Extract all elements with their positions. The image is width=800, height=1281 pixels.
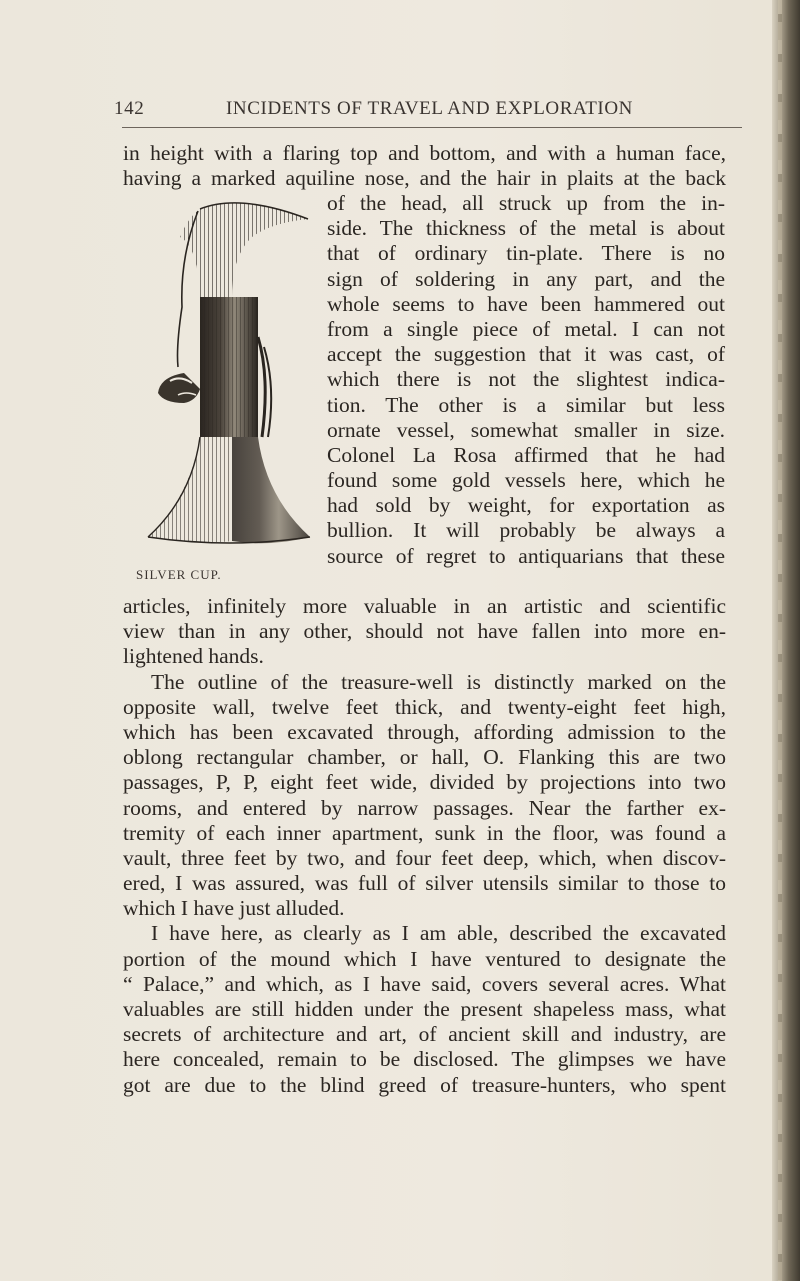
text-line: got are due to the blind greed of treasure-hunters, who spent xyxy=(123,1072,726,1097)
text-line: which there is not the slightest indica- xyxy=(327,367,725,392)
text-line: accept the suggestion that it was cast, of xyxy=(327,342,725,367)
text-line: oblong rectangular chamber, or hall, O. Flanking this are two xyxy=(123,745,726,770)
running-head xyxy=(114,98,744,122)
text-line: passages, P, P, eight feet wide, divided by projections into two xyxy=(123,770,726,795)
silver-cup-figure xyxy=(140,197,316,559)
text-line: rooms, and entered by narrow passages. Near the farther ex- xyxy=(123,795,726,820)
text-line: of the head, all struck up from the in- xyxy=(327,191,725,215)
text-line: side. The thickness of the metal is about xyxy=(327,216,725,241)
text-line: found some gold vessels here, which he xyxy=(327,468,725,493)
text-line: from a single piece of metal. I can not xyxy=(327,316,725,341)
top-paragraph-lines xyxy=(123,141,726,191)
text-line: tion. The other is a similar but less xyxy=(327,392,725,417)
text-line: secrets of architecture and art, of ancient skill and industry, are xyxy=(123,1022,726,1047)
running-head-title: INCIDENTS OF TRAVEL AND EXPLORATION xyxy=(226,98,633,119)
text-line: opposite wall, twelve feet thick, and twenty-eight feet high, xyxy=(123,694,726,719)
header-rule xyxy=(122,127,742,128)
text-line: had sold by weight, for exportation as xyxy=(327,493,725,518)
page-number: 142 xyxy=(114,98,145,119)
silver-cup-engraving-icon xyxy=(140,197,316,559)
text-line: lightened hands. xyxy=(123,644,264,669)
text-line: portion of the mound which I have ventured to designate the xyxy=(123,946,726,971)
text-line: which has been excavated through, affording admission to the xyxy=(123,719,726,744)
page-edge-shadow xyxy=(772,0,800,1281)
body-paragraph-lines xyxy=(123,594,726,1098)
text-line: valuables are still hidden under the present shapeless mass, what xyxy=(123,997,726,1021)
text-line: I have here, as clearly as I am able, described the excavated xyxy=(151,921,726,946)
text-line: having a marked aquiline nose, and the hair in plaits at the back xyxy=(123,166,726,191)
text-line: The outline of the treasure-well is distinctly marked on the xyxy=(151,669,726,694)
text-line: ornate vessel, somewhat smaller in size. xyxy=(327,417,725,442)
text-line: Colonel La Rosa affirmed that he had xyxy=(327,442,725,467)
text-line: “ Palace,” and which, as I have said, covers several acres. What xyxy=(123,971,726,996)
figure-caption: SILVER CUP. xyxy=(136,567,222,582)
text-line: vault, three feet by two, and four feet deep, which, when discov- xyxy=(123,845,726,870)
text-line: that of ordinary tin-plate. There is no xyxy=(327,241,725,266)
text-line: view than in any other, should not have fallen into more en- xyxy=(123,619,726,644)
text-line: tremity of each inner apartment, sunk in the floor, was found a xyxy=(123,820,726,845)
text-line: which I have just alluded. xyxy=(123,896,345,921)
side-paragraph-lines xyxy=(327,191,725,569)
text-line: bullion. It will probably be always a xyxy=(327,518,725,543)
text-line: source of regret to antiquarians that these xyxy=(327,543,725,568)
text-line: ered, I was assured, was full of silver utensils similar to those to xyxy=(123,871,726,896)
text-line: in height with a flaring top and bottom, and with a human face, xyxy=(123,141,726,165)
text-line: whole seems to have been hammered out xyxy=(327,291,725,316)
text-line: here concealed, remain to be disclosed. The glimpses we have xyxy=(123,1047,726,1072)
text-line: articles, infinitely more valuable in an artistic and scientific xyxy=(123,594,726,618)
text-line: sign of soldering in any part, and the xyxy=(327,266,725,291)
